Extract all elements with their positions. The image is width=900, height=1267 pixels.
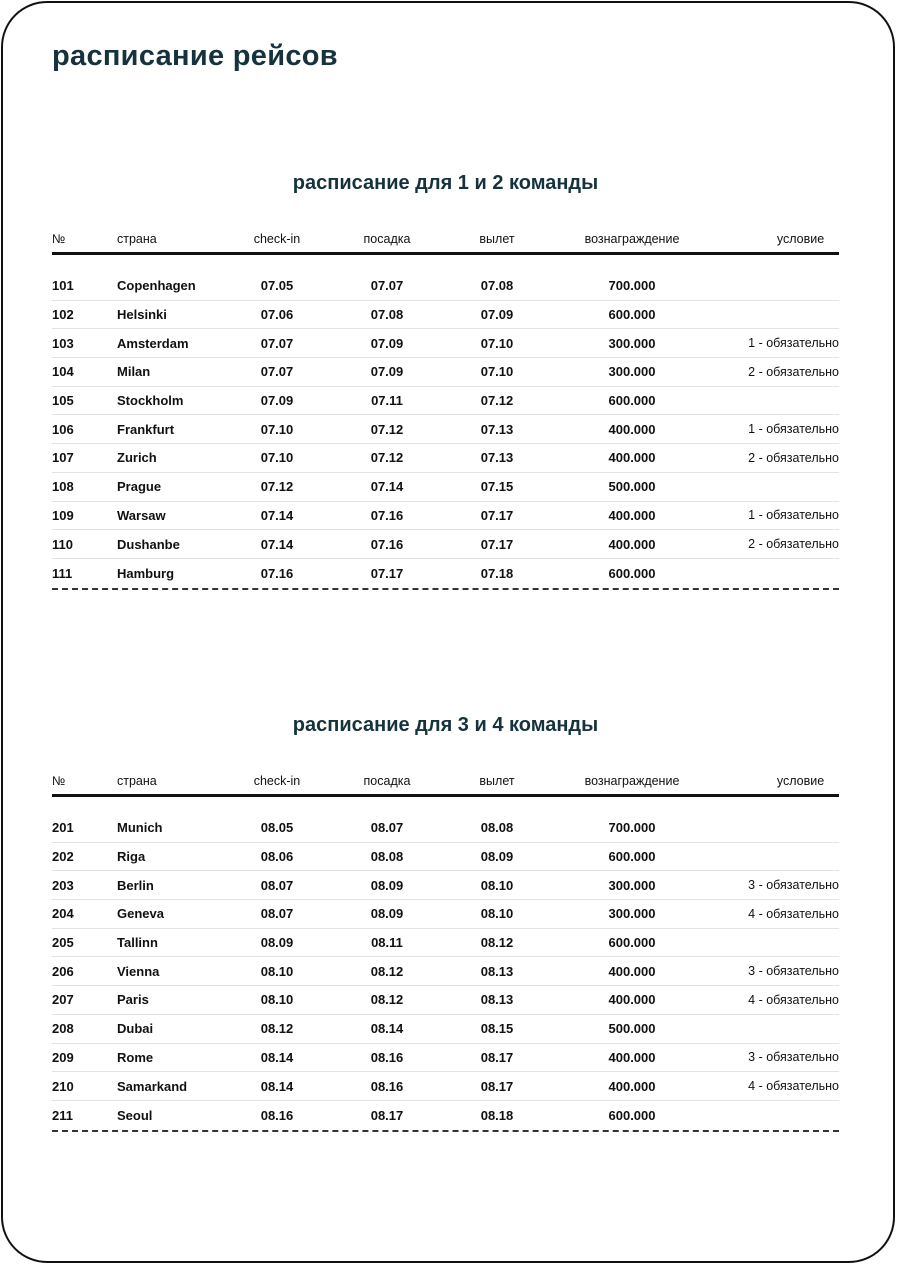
cell-num: 111 [52,565,73,581]
cell-country: Berlin [117,877,154,893]
cell-condition: 4 - обязательно [748,1079,839,1094]
cell-checkin: 08.14 [260,1049,294,1065]
cell-checkin: 07.10 [260,450,294,466]
cell-checkin: 08.10 [260,963,294,979]
cell-boarding: 08.07 [370,820,404,836]
cell-num: 210 [52,1078,74,1094]
cell-reward: 400.000 [608,450,656,466]
cell-boarding: 07.17 [370,565,404,581]
cell-country: Warsaw [117,507,166,523]
cell-departure: 07.17 [480,536,514,552]
cell-num: 203 [52,877,74,893]
cell-departure: 08.10 [480,877,514,893]
cell-checkin: 07.07 [260,364,294,380]
cell-country: Dubai [117,1021,154,1037]
cell-boarding: 08.11 [371,935,403,951]
cell-boarding: 07.11 [371,393,403,409]
cell-num: 202 [52,849,74,865]
header-country: страна [117,774,157,788]
cell-condition: 4 - обязательно [748,906,839,921]
cell-num: 211 [52,1107,73,1123]
cell-condition: 2 - обязательно [748,364,839,379]
header-condition: условие [776,774,825,788]
page-title: расписание рейсов [52,40,338,72]
cell-country: Munich [117,820,163,836]
cell-checkin: 08.05 [260,820,294,836]
cell-boarding: 07.09 [370,364,404,380]
cell-boarding: 07.09 [370,335,404,351]
table-row [52,473,839,502]
cell-checkin: 07.07 [260,335,294,351]
cell-country: Paris [117,992,149,1008]
header-num: № [52,232,66,246]
header-departure: вылет [479,232,515,246]
cell-boarding: 08.16 [370,1078,404,1094]
cell-checkin: 08.07 [260,877,294,893]
cell-departure: 07.13 [480,421,514,437]
cell-num: 109 [52,507,74,523]
cell-num: 105 [52,393,74,409]
cell-checkin: 08.10 [260,992,294,1008]
table-row [52,900,839,929]
cell-reward: 600.000 [608,935,656,951]
cell-reward: 600.000 [608,393,656,409]
cell-reward: 600.000 [608,565,656,581]
cell-country: Riga [117,849,146,865]
cell-reward: 400.000 [608,507,656,523]
cell-departure: 08.09 [480,849,514,865]
cell-boarding: 07.16 [370,536,404,552]
cell-country: Prague [117,479,162,495]
cell-reward: 500.000 [608,479,656,495]
cell-checkin: 08.14 [260,1078,294,1094]
cell-num: 207 [52,992,74,1008]
cell-country: Rome [117,1049,154,1065]
cell-departure: 07.09 [480,307,514,323]
cell-reward: 400.000 [608,1078,656,1094]
cell-boarding: 08.12 [370,963,404,979]
cell-checkin: 07.06 [260,307,294,323]
cell-reward: 400.000 [608,1049,656,1065]
table-body [52,814,839,1130]
cell-boarding: 07.14 [370,479,404,495]
cell-departure: 08.12 [480,935,514,951]
cell-departure: 08.15 [480,1021,514,1037]
table-row [52,814,839,843]
cell-reward: 300.000 [608,335,656,351]
cell-reward: 400.000 [608,992,656,1008]
cell-boarding: 07.12 [370,450,404,466]
header-num: № [52,774,66,788]
cell-departure: 07.10 [480,364,514,380]
cell-num: 104 [52,364,74,380]
cell-reward: 400.000 [608,536,656,552]
table-row [52,444,839,473]
table-row [52,530,839,559]
cell-reward: 300.000 [608,364,656,380]
cell-departure: 07.08 [480,278,514,294]
cell-num: 102 [52,307,74,323]
cell-condition: 3 - обязательно [748,964,839,979]
cell-departure: 08.10 [480,906,514,922]
cell-departure: 08.17 [480,1078,514,1094]
cell-checkin: 08.12 [260,1021,294,1037]
cell-checkin: 08.16 [260,1107,294,1123]
table-body [52,272,839,588]
section-title: расписание для 3 и 4 команды [292,714,599,736]
cell-boarding: 07.12 [370,421,404,437]
cell-reward: 300.000 [608,906,656,922]
cell-num: 204 [52,906,74,922]
cell-boarding: 08.09 [370,877,404,893]
cell-num: 205 [52,935,74,951]
cell-condition: 1 - обязательно [748,336,839,351]
cell-checkin: 07.05 [260,278,294,294]
table-row [52,559,839,588]
cell-country: Seoul [117,1107,153,1123]
cell-boarding: 08.17 [370,1107,404,1123]
header-boarding: посадка [363,232,411,246]
cell-country: Dushanbe [117,536,180,552]
dashed-divider [52,588,839,590]
table-row [52,871,839,900]
table-row [52,986,839,1015]
schedule-section-teams-3-4 [52,714,839,1132]
cell-num: 110 [52,536,73,552]
cell-country: Zurich [117,450,157,466]
header-reward: вознаграждение [584,232,680,246]
cell-country: Geneva [117,906,164,922]
section-title: расписание для 1 и 2 команды [292,172,599,194]
cell-checkin: 07.12 [260,479,294,495]
cell-num: 106 [52,421,74,437]
cell-condition: 2 - обязательно [748,537,839,552]
cell-departure: 07.15 [480,479,514,495]
cell-num: 107 [52,450,74,466]
table-row [52,1044,839,1073]
table-row [52,329,839,358]
table-row [52,272,839,301]
cell-departure: 07.18 [480,565,514,581]
cell-departure: 08.13 [480,963,514,979]
cell-boarding: 07.16 [370,507,404,523]
cell-boarding: 08.08 [370,849,404,865]
cell-checkin: 07.14 [260,507,294,523]
cell-checkin: 08.07 [260,906,294,922]
table-header [52,770,839,797]
cell-reward: 700.000 [608,278,656,294]
cell-country: Vienna [117,963,160,979]
cell-country: Stockholm [117,393,184,409]
cell-num: 208 [52,1021,74,1037]
table-row [52,301,839,330]
cell-checkin: 08.09 [260,935,294,951]
cell-checkin: 07.16 [260,565,294,581]
cell-country: Copenhagen [117,278,196,294]
cell-checkin: 07.09 [260,393,294,409]
cell-num: 108 [52,479,74,495]
cell-country: Amsterdam [117,335,189,351]
cell-boarding: 08.09 [370,906,404,922]
header-reward: вознаграждение [584,774,680,788]
cell-condition: 2 - обязательно [748,450,839,465]
cell-country: Samarkand [117,1078,188,1094]
cell-departure: 08.18 [480,1107,514,1123]
cell-departure: 08.08 [480,820,514,836]
header-boarding: посадка [363,774,411,788]
cell-boarding: 08.12 [370,992,404,1008]
schedule-section-teams-1-2 [52,172,839,590]
cell-condition: 3 - обязательно [748,1050,839,1065]
table-row [52,957,839,986]
cell-departure: 08.17 [480,1049,514,1065]
cell-country: Hamburg [117,565,175,581]
header-country: страна [117,232,157,246]
cell-num: 206 [52,963,74,979]
cell-country: Frankfurt [117,421,175,437]
cell-reward: 300.000 [608,877,656,893]
header-departure: вылет [479,774,515,788]
cell-checkin: 07.10 [260,421,294,437]
cell-condition: 4 - обязательно [748,992,839,1007]
cell-departure: 07.10 [480,335,514,351]
header-checkin: check-in [253,232,301,246]
cell-departure: 07.13 [480,450,514,466]
cell-reward: 600.000 [608,307,656,323]
cell-departure: 07.12 [480,393,514,409]
cell-reward: 400.000 [608,963,656,979]
cell-num: 209 [52,1049,74,1065]
table-header [52,228,839,255]
table-row [52,415,839,444]
cell-num: 103 [52,335,74,351]
cell-num: 101 [52,278,74,294]
cell-condition: 3 - обязательно [748,878,839,893]
cell-reward: 500.000 [608,1021,656,1037]
cell-country: Milan [117,364,151,380]
cell-reward: 600.000 [608,1107,656,1123]
table-row [52,502,839,531]
cell-departure: 08.13 [480,992,514,1008]
cell-boarding: 08.14 [370,1021,404,1037]
table-row [52,929,839,958]
cell-boarding: 07.08 [370,307,404,323]
cell-checkin: 07.14 [260,536,294,552]
cell-boarding: 07.07 [370,278,404,294]
cell-checkin: 08.06 [260,849,294,865]
cell-boarding: 08.16 [370,1049,404,1065]
header-condition: условие [776,232,825,246]
cell-departure: 07.17 [480,507,514,523]
table-row [52,1101,839,1130]
table-row [52,1015,839,1044]
table-row [52,1072,839,1101]
cell-condition: 1 - обязательно [748,508,839,523]
cell-num: 201 [52,820,74,836]
cell-reward: 400.000 [608,421,656,437]
header-checkin: check-in [253,774,301,788]
table-row [52,387,839,416]
cell-condition: 1 - обязательно [748,422,839,437]
cell-country: Helsinki [117,307,167,323]
cell-country: Tallinn [117,935,158,951]
dashed-divider [52,1130,839,1132]
table-row [52,358,839,387]
cell-reward: 700.000 [608,820,656,836]
cell-reward: 600.000 [608,849,656,865]
table-row [52,843,839,872]
